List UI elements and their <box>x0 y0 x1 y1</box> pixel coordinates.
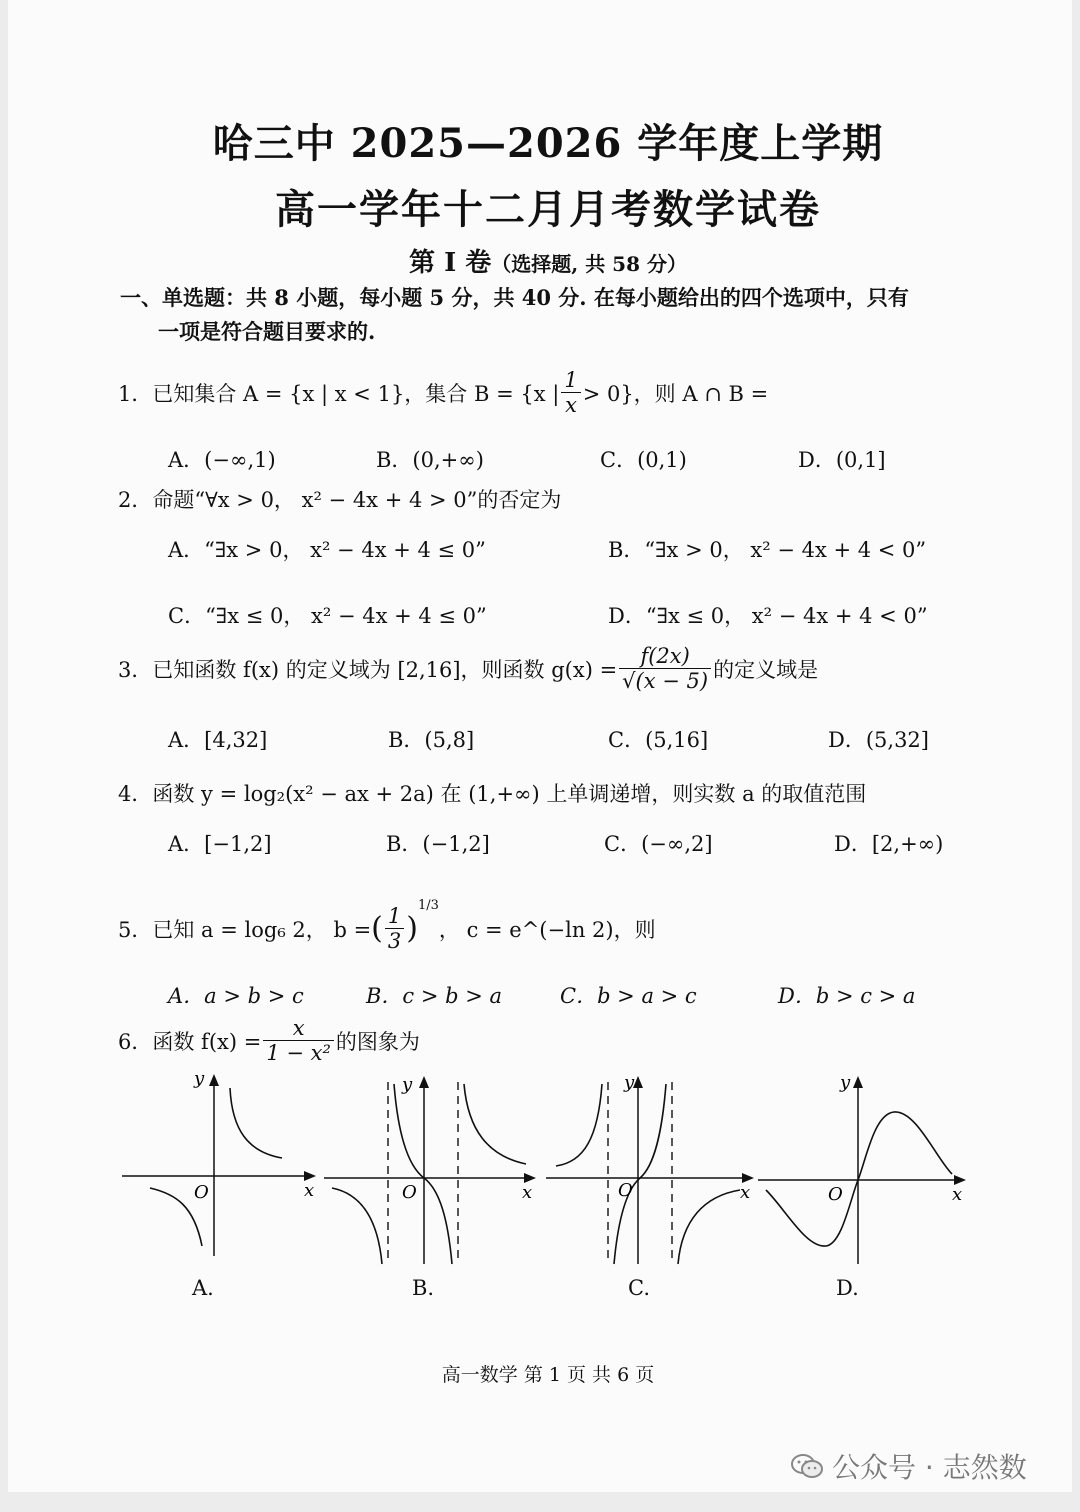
y-axis-arrow <box>419 1076 429 1088</box>
graph-c-label: C. <box>628 1276 650 1300</box>
section-instruction-line1: 一、单选题：共 8 小题，每小题 5 分，共 40 分. 在每小题给出的四个选项中，只有 <box>120 285 909 310</box>
option-a: A．[4,32] <box>168 728 268 752</box>
curve-branch-middle <box>614 1084 666 1264</box>
option-c: C．(5,16] <box>608 728 709 752</box>
curve-branch-left <box>556 1084 602 1166</box>
fraction-denominator: 1 − x² <box>266 1041 331 1066</box>
fraction <box>385 904 404 953</box>
origin-label: O <box>618 1180 633 1201</box>
question-stem-tail: > 0}，则 A ∩ B = <box>582 381 769 406</box>
question-stem-tail: ， c = e^(−ln 2)，则 <box>438 917 656 942</box>
fraction-numerator: 1 <box>561 368 580 393</box>
x-label: x <box>522 1182 533 1203</box>
fraction-numerator: 1 <box>385 904 404 929</box>
option-c: C．“∃x ≤ 0， x² − 4x + 4 ≤ 0” <box>168 604 487 628</box>
option-d: D．(0,1] <box>798 448 886 472</box>
option-a: A．“∃x > 0， x² − 4x + 4 ≤ 0” <box>168 538 486 562</box>
option-a: A．[−1,2] <box>168 832 272 856</box>
exam-title-line1: 哈三中 2025—2026 学年度上学期 <box>212 120 884 167</box>
wechat-icon <box>790 1452 824 1480</box>
origin-label: O <box>828 1184 843 1205</box>
question-1 <box>118 368 768 417</box>
question-stem: 函数 y = log₂(x² − ax + 2a) 在 (1,+∞) 上单调递增，则实数 a 的取值范围 <box>152 782 867 806</box>
fraction <box>561 368 580 417</box>
fraction-numerator: f(2x) <box>619 644 711 669</box>
fraction-denominator: √(x − 5) <box>622 669 709 694</box>
question-stem-tail: 的定义域是 <box>713 657 819 682</box>
question-stem-tail: 的图象为 <box>335 1029 420 1054</box>
option-b: B．(−1,2] <box>386 832 490 856</box>
option-d: D．b > c > a <box>778 984 916 1008</box>
y-axis-arrow <box>209 1074 219 1086</box>
question-4 <box>118 778 866 808</box>
fraction-denominator: x <box>565 393 577 418</box>
exponent: 1/3 <box>417 898 439 913</box>
y-label: y <box>402 1074 413 1095</box>
option-b: B．(5,8] <box>388 728 475 752</box>
fraction-denominator: 3 <box>387 929 402 954</box>
option-b: B．c > b > a <box>366 984 503 1008</box>
fraction-numerator: x <box>263 1016 334 1041</box>
curve-branch-left <box>332 1188 382 1264</box>
graph-a <box>120 1070 320 1260</box>
right-paren: ) <box>406 911 418 947</box>
curve-branch-right <box>678 1190 740 1264</box>
fraction <box>263 1016 334 1065</box>
question-3 <box>118 644 818 693</box>
origin-label: O <box>194 1182 209 1203</box>
x-label: x <box>952 1184 963 1205</box>
watermark-text: 公众号 · 志然数 <box>832 1451 1027 1484</box>
option-c: C．(0,1) <box>600 448 687 472</box>
left-paren: ( <box>371 911 383 947</box>
graph-a-label: A. <box>192 1276 214 1300</box>
volume-note: （选择题, 共 58 分） <box>491 252 687 276</box>
question-stem: 已知函数 f(x) 的定义域为 [2,16]，则函数 g(x) = <box>152 657 618 682</box>
y-label: y <box>840 1072 851 1093</box>
option-c: C．b > a > c <box>560 984 697 1008</box>
question-number: 2． <box>118 488 153 512</box>
exam-page <box>8 0 1072 1492</box>
question-number: 5． <box>118 917 153 942</box>
graph-d-label: D. <box>836 1276 859 1300</box>
question-number: 1． <box>118 381 153 406</box>
y-label: y <box>624 1072 635 1093</box>
y-label: y <box>194 1070 205 1089</box>
y-axis-arrow <box>853 1076 863 1088</box>
curve-branch-right <box>464 1084 526 1164</box>
question-5 <box>118 898 656 954</box>
option-a: A．a > b > c <box>168 984 304 1008</box>
section-instruction-line2: 一项是符合题目要求的. <box>158 319 376 344</box>
origin-label: O <box>402 1182 417 1203</box>
graph-d <box>756 1070 976 1270</box>
question-stem: 已知集合 A = {x | x < 1}，集合 B = {x | <box>152 381 560 406</box>
curve <box>766 1112 952 1246</box>
option-c: C．(−∞,2] <box>604 832 713 856</box>
exam-title-line2: 高一学年十二月月考数学试卷 <box>275 186 821 233</box>
question-stem: 命题“∀x > 0， x² − 4x + 4 > 0”的否定为 <box>152 488 562 512</box>
curve-branch-right <box>230 1088 282 1158</box>
graph-b-label: B. <box>412 1276 435 1300</box>
x-label: x <box>304 1180 315 1201</box>
page-footer: 高一数学 第 1 页 共 6 页 <box>441 1364 655 1386</box>
volume-label: 第 I 卷 <box>409 248 492 278</box>
watermark <box>790 1446 1027 1486</box>
option-d: D．“∃x ≤ 0， x² − 4x + 4 < 0” <box>608 604 928 628</box>
curve-branch-middle <box>394 1084 452 1264</box>
option-a: A．(−∞,1) <box>168 448 276 472</box>
option-b: B．“∃x > 0， x² − 4x + 4 < 0” <box>608 538 927 562</box>
question-number: 6． <box>118 1029 153 1054</box>
question-stem: 函数 f(x) = <box>152 1029 262 1054</box>
option-d: D．[2,+∞) <box>834 832 944 856</box>
x-label: x <box>740 1182 751 1203</box>
question-2 <box>118 484 561 514</box>
graph-b <box>322 1070 542 1270</box>
question-number: 4． <box>118 782 153 806</box>
question-stem: 已知 a = log₆ 2， b = <box>152 917 372 942</box>
fraction <box>619 644 711 693</box>
option-b: B．(0,+∞) <box>376 448 484 472</box>
y-axis-arrow <box>633 1076 643 1088</box>
option-d: D．(5,32] <box>828 728 929 752</box>
question-6 <box>118 1016 420 1065</box>
volume-heading <box>8 242 1080 279</box>
graph-c <box>544 1070 764 1270</box>
question-number: 3． <box>118 657 153 682</box>
